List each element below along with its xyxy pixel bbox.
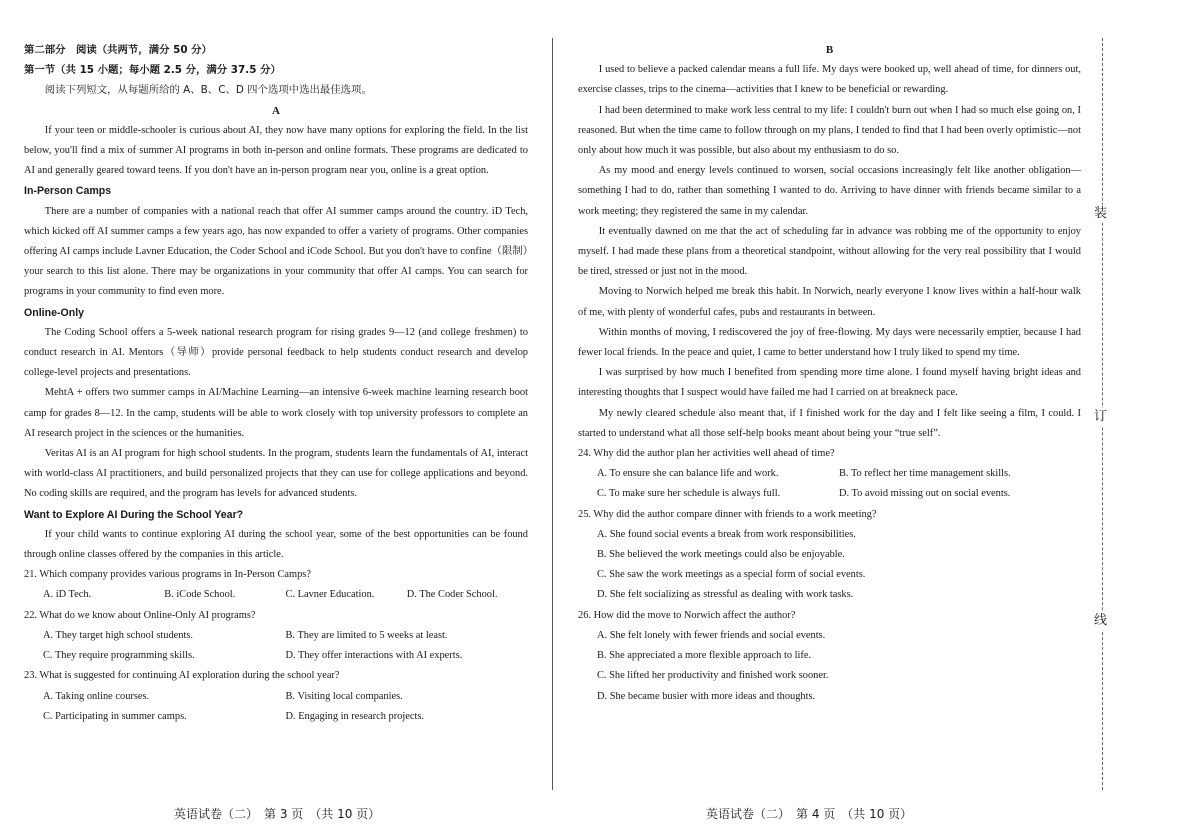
paragraph-b6: Within months of moving, I rediscovered the joy of free-flowing. My days were necessarily emptier, because I had fewer local friends. In the peace and quiet, I came to better understand how I truly liked to spend my time. xyxy=(578,326,1081,359)
right-page xyxy=(578,0,1081,831)
option-a[interactable]: A. She found social events a break from work responsibilities. xyxy=(597,528,856,540)
paragraph-b5: Moving to Norwich helped me break this habit. In Norwich, nearly everyone I know lives within a half-hour walk of me, with plenty of wonderful cafes, pubs and restaurants in between. xyxy=(578,286,1081,318)
binding-char-xian: 线 xyxy=(1094,613,1108,628)
question-stem: 22. What do we know about Online-Only AI programs? xyxy=(24,609,256,621)
left-content xyxy=(24,40,528,727)
question-23 xyxy=(24,666,528,727)
question-22 xyxy=(24,606,528,667)
passage-a-intro: If your teen or middle-schooler is curious about AI, they now have many options for exploring the field. In the list below, you'll find a mix of summer AI programs in both in-person and online formats. These programs are dedicated to AI and generally geared toward teens. If you don't have an in-person program near you, online is a great option. xyxy=(24,124,528,177)
heading-school-year: Want to Explore AI During the School Year? xyxy=(24,508,244,521)
option-b[interactable]: B. She believed the work meetings could also be enjoyable. xyxy=(597,549,845,561)
option-b[interactable]: B. To reflect her time management skills. xyxy=(839,468,1011,480)
option-b[interactable]: B. They are limited to 5 weeks at least. xyxy=(285,629,448,641)
option-d[interactable]: D. To avoid missing out on social events. xyxy=(839,488,1011,500)
heading-in-person: In-Person Camps xyxy=(24,185,112,198)
passage-b-letter: B xyxy=(825,44,834,56)
option-c[interactable]: C. They require programming skills. xyxy=(43,650,195,662)
paragraph-b7: I was surprised by how much I benefited from spending more time alone. I found myself having bright ideas and interesting thoughts that I suspect would have failed me had I carried on at breakneck pace. xyxy=(578,367,1081,399)
option-a[interactable]: A. Taking online courses. xyxy=(43,690,150,702)
instruction: 阅读下列短文，从每题所给的 A、B、C、D 四个选项中选出最佳选项。 xyxy=(44,84,372,97)
question-26 xyxy=(578,606,1081,707)
option-d[interactable]: D. She became busier with more ideas and thoughts. xyxy=(597,690,816,702)
option-d[interactable]: D. They offer interactions with AI experts. xyxy=(285,650,463,662)
paragraph-b3: As my mood and energy levels continued to worsen, social occasions increasingly felt like another obligation—something I had to do, rather than something I wanted to do. Arriving to have dinner with friends became similar to a work meeting; they registered the same in my calendar. xyxy=(578,165,1081,217)
paragraph-b1: I used to believe a packed calendar means a full life. My days were booked up, well ahead of time, for dinners out, exercise classes, trips to the cinema—activities that I knew to be beneficial or rewarding. xyxy=(578,64,1081,96)
option-b[interactable]: B. Visiting local companies. xyxy=(285,690,403,702)
paragraph-veritas: Veritas AI is an AI program for high school students. In the program, students learn the fundamentals of AI, interact with world-class AI practitioners, and build personalized projects that they can use for college applications and beyond. No coding skills are required, and the program has levels for advanced students. xyxy=(24,448,528,500)
option-d[interactable]: D. The Coder School. xyxy=(406,589,498,601)
paragraph-mehta: MehtA + offers two summer camps in AI/Machine Learning—an intensive 6-week machine learning research boot camp for grades 8—12. In the camp, students will be able to work closely with top university professors to complete an AI research project in the sciences or the humanities. xyxy=(24,387,528,439)
question-24 xyxy=(578,444,1081,505)
option-a[interactable]: A. She felt lonely with fewer friends and social events. xyxy=(597,629,826,641)
option-c[interactable]: C. Participating in summer camps. xyxy=(43,710,187,722)
option-d[interactable]: D. Engaging in research projects. xyxy=(285,710,424,722)
option-d[interactable]: D. She felt socializing as stressful as dealing with work tasks. xyxy=(597,589,854,601)
binding-char-zhuang: 装 xyxy=(1094,206,1108,221)
option-a[interactable]: A. They target high school students. xyxy=(43,629,193,641)
paragraph-b2: I had been determined to make work less central to my life: I couldn't burn out when I had so much else going on, I reasoned. But when the time came to follow through on my plans, I tended to find that I had been overly optimistic—not only about how much it was possible, but also about my enthusiasm to do so. xyxy=(578,104,1081,157)
question-21 xyxy=(24,565,528,605)
option-a[interactable]: A. To ensure she can balance life and work. xyxy=(597,468,779,480)
question-stem: 26. How did the move to Norwich affect the author? xyxy=(578,609,796,621)
page-footer-left: 英语试卷（二） 第 3 页 （共 10 页） xyxy=(174,807,381,821)
option-a[interactable]: A. iD Tech. xyxy=(43,589,92,601)
option-c[interactable]: C. She saw the work meetings as a special form of social events. xyxy=(597,569,866,581)
option-c[interactable]: C. Lavner Education. xyxy=(285,589,375,601)
subsection-title: 第一节（共 15 小题；每小题 2.5 分，满分 37.5 分） xyxy=(24,64,281,77)
paragraph-school-year: If your child wants to continue exploring AI during the school year, some of the best opportunities can be found through online classes offered by the companies in this article. xyxy=(24,528,528,561)
question-stem: 24. Why did the author plan her activities well ahead of time? xyxy=(578,448,835,460)
paragraph-in-person: There are a number of companies with a national reach that offer AI summer camps around the country. iD Tech, which kicked off AI summer camps a few years ago, has now expanded to offer a variety of programs. Other companies offering AI camps include Lavner Education, the Coder School and iCode School. But you don't have to confine（限制）your search to this list alone. There may be organizations in your community that offer AI camps. You can search for programs in your community to find even more. xyxy=(24,205,528,298)
question-25 xyxy=(578,505,1081,606)
column-divider xyxy=(552,38,553,790)
section-title: 第二部分 阅读（共两节，满分 50 分） xyxy=(24,44,212,56)
question-stem: 25. Why did the author compare dinner with friends to a work meeting? xyxy=(578,508,877,520)
question-stem: 23. What is suggested for continuing AI exploration during the school year? xyxy=(24,670,340,682)
paragraph-b4: It eventually dawned on me that the act of scheduling far in advance was robbing me of the opportunity to enjoy myself. I had made these plans from a theoretical standpoint, without allowing for the very real possibility that I would be tired, stressed or just not in the mood. xyxy=(578,225,1081,278)
option-b[interactable]: B. She appreciated a more flexible approach to life. xyxy=(597,650,812,662)
left-page xyxy=(24,0,528,831)
heading-online-only: Online-Only xyxy=(24,306,85,319)
option-c[interactable]: C. To make sure her schedule is always full. xyxy=(597,488,781,500)
passage-a-letter: A xyxy=(272,104,280,117)
option-c[interactable]: C. She lifted her productivity and finished work sooner. xyxy=(597,670,829,682)
option-b[interactable]: B. iCode School. xyxy=(164,589,236,601)
paragraph-coding-school: The Coding School offers a 5-week national research program for rising grades 9—12 (and college freshmen) to conduct research in AI. Mentors（导师）provide personal feedback to help students conduct research and develop college-level projects and presentations. xyxy=(24,326,528,379)
binding-char-ding: 订 xyxy=(1094,409,1108,424)
paragraph-b8: My newly cleared schedule also meant that, if I finished work for the day and I felt like seeing a film, I could. I started to understand what all those self-help books meant about being your “true self”. xyxy=(578,407,1081,439)
page-footer-right: 英语试卷（二） 第 4 页 （共 10 页） xyxy=(706,807,913,821)
right-content xyxy=(578,40,1081,707)
question-stem: 21. Which company provides various programs in In-Person Camps? xyxy=(24,569,311,581)
